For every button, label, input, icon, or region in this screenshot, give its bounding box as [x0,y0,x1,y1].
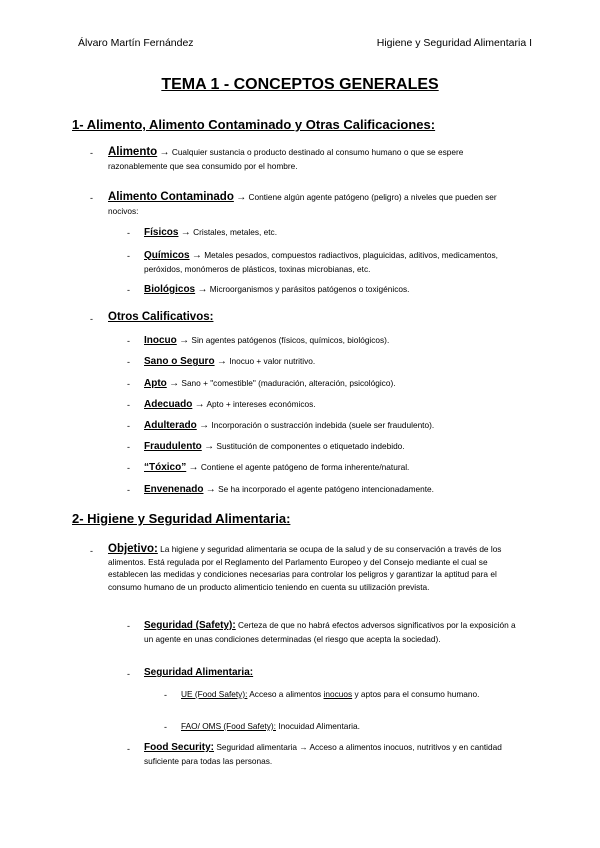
page-title: TEMA 1 - CONCEPTOS GENERALES [161,76,439,93]
definition: Certeza de que no habrá efectos adversos significativos por la exposición a un agente en unas condiciones determinadas (el riesgo que acepta la sociedad). [144,620,516,644]
bullet: - [127,744,130,754]
term: Otros Calificativos: [108,311,214,323]
arrow-icon: → [169,378,180,389]
list-item-adecuado [144,398,520,412]
bullet: - [127,228,130,238]
definition-before: Inocuidad Alimentaria. [278,721,360,731]
term: Fraudulento [144,441,202,452]
bullet: - [90,314,93,324]
list-item-food-security [144,741,522,767]
definition: Sano + "comestible" (maduración, alteración, psicológico). [181,378,396,388]
bullet: - [127,357,130,367]
bullet: - [164,722,167,732]
term: Apto [144,378,167,389]
list-item-inocuo [144,334,520,348]
header-author: Álvaro Martín Fernández [78,37,194,49]
header-subject: Higiene y Seguridad Alimentaria I [376,37,532,49]
arrow-icon: → [236,192,247,203]
section-heading-1: 1- Alimento, Alimento Contaminado y Otras Calificaciones: [72,117,436,132]
arrow-icon: → [216,356,227,367]
definition: Cualquier sustancia o producto destinado al consumo humano o que se espere razonablemente que sea consumido por el hombre. [108,147,464,171]
list-item-fraudulento [144,440,520,454]
bullet: - [164,690,167,700]
arrow-icon: → [180,227,191,238]
arrow-icon: → [205,484,216,495]
list-item-objetivo [108,543,522,593]
definition: Sustitución de componentes o etiquetado indebido. [216,441,405,451]
term: Seguridad Alimentaria: [144,667,254,678]
term: Sano o Seguro [144,356,215,367]
term: “Tóxico” [144,462,187,473]
bullet: - [127,336,130,346]
bullet: - [127,251,130,261]
bullet: - [127,285,130,295]
definition: Microorganismos y parásitos patógenos o toxigénicos. [209,284,410,294]
list-item-apto [144,377,520,391]
definition: Metales pesados, compuestos radiactivos, plaguicidas, aditivos, medicamentos, peróxidos, monómeros de plásticos, toxinas microbianas, etc. [144,250,498,274]
term: Adecuado [144,399,193,410]
definition: Inocuo + valor nutritivo. [229,356,316,366]
arrow-icon: → [159,147,170,158]
term: Alimento Contaminado [108,191,234,203]
bullet: - [127,421,130,431]
definition: Contiene el agente patógeno de forma inherente/natural. [200,462,410,472]
definition: Se ha incorporado el agente patógeno intencionadamente. [218,484,434,494]
arrow-icon: → [197,284,208,295]
definition: La higiene y seguridad alimentaria se ocupa de la salud y de su conservación a través de los alimentos. Está regulada por el Reglamento del Parlamento Europeo y del Consejo mediante el cual se establecen las medidas y condiciones necesarias para controlar los peligros y garantizar la aptitud para el consumo humano de un producto alimenticio teniendo en cuenta su utilización prevista. [108,544,502,592]
bullet: - [90,193,93,203]
term: Biológicos [144,284,196,295]
term: Envenenado [144,484,204,495]
term: Food Security: [144,742,215,753]
term: Alimento [108,146,158,158]
sub-label: UE (Food Safety): [181,689,248,699]
arrow-icon: → [191,250,202,261]
section-heading-2: 2- Higiene y Seguridad Alimentaria: [72,511,291,526]
definition: Contiene algún agente patógeno (peligro) a niveles que pueden ser nocivos: [108,192,497,216]
term: Físicos [144,227,179,238]
arrow-icon: → [194,399,205,410]
bullet: - [127,442,130,452]
bullet: - [127,485,130,495]
bullet: - [90,148,93,158]
list-item-sano-o-seguro [144,355,520,369]
list-item-biologicos [144,283,520,297]
list-item-seguridad-alimentaria [144,666,522,680]
arrow-icon: → [188,462,199,473]
list-item-fisicos [144,226,520,240]
definition-highlight: inocuos [323,689,353,699]
bullet: - [90,546,93,556]
definition: Cristales, metales, etc. [193,227,278,237]
list-item-alimento-contaminado [108,191,520,217]
definition-before: Acceso a alimentos [249,689,322,699]
term: Seguridad (Safety): [144,620,236,631]
term: Adulterado [144,420,197,431]
list-item-alimento [108,146,520,172]
term: Químicos [144,250,190,261]
term: Inocuo [144,335,177,346]
bullet: - [127,669,130,679]
bullet: - [127,463,130,473]
definition: Seguridad alimentaria → Acceso a alimentos inocuos, nutritivos y en cantidad suficiente para todas las personas. [144,742,502,766]
bullet: - [127,400,130,410]
term: Objetivo: [108,543,158,555]
definition-after: y aptos para el consumo humano. [354,689,480,699]
list-item-fao-oms [181,720,511,733]
list-item-adulterado [144,419,520,433]
definition: Apto + intereses económicos. [206,399,316,409]
list-item-envenenado [144,483,520,497]
arrow-icon: → [179,335,190,346]
list-item-seguridad-safety [144,619,522,645]
list-item-ue-food-safety [181,688,511,701]
list-item-toxico [144,461,520,475]
arrow-icon: → [204,441,215,452]
arrow-icon: → [199,420,210,431]
list-item-quimicos [144,249,512,275]
definition: Sin agentes patógenos (físicos, químicos, biológicos). [191,335,390,345]
sub-label: FAO/ OMS (Food Safety): [181,721,276,731]
definition: Incorporación o sustracción indebida (suele ser fraudulento). [211,420,435,430]
bullet: - [127,621,130,631]
bullet: - [127,379,130,389]
list-item-otros-calificativos [108,311,520,324]
